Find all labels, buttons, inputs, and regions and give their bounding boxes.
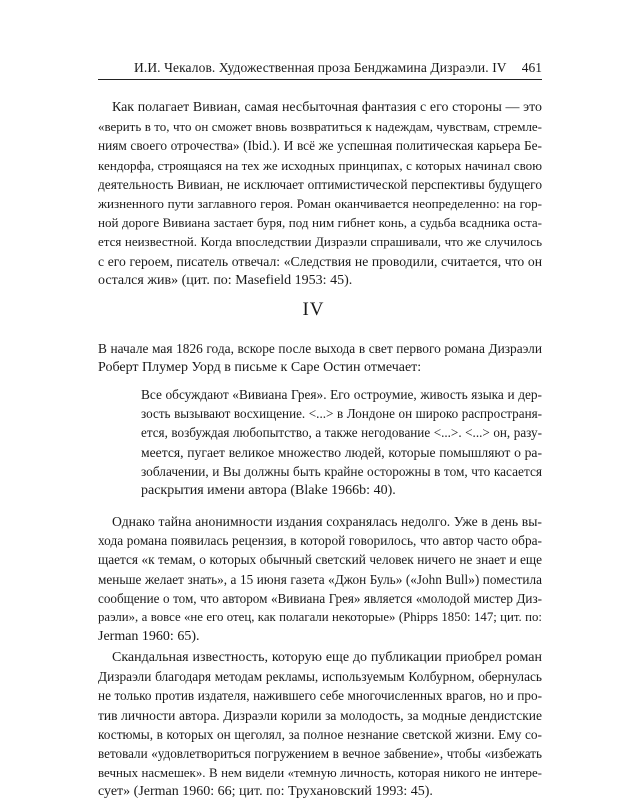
text-line: деятельность Вивиан, не исключает оптимистической перспективы будущего <box>98 176 542 192</box>
text-line: хода романа появилась рецензия, в которой говорилось, что автор часто обра- <box>98 533 542 549</box>
quote-line: Все обсуждают «Вивиана Грея». Его остроумие, живость языка и дер- <box>141 387 542 402</box>
running-title: И.И. Чекалов. Художественная проза Бенджамина Дизраэли. IV <box>134 60 507 75</box>
quote-line: раскрытия имени автора (Blake 1966b: 40). <box>141 482 396 498</box>
text-line: костюмы, в которых он щеголял, за полное незнание светской жизни. Ему со- <box>98 726 542 742</box>
text-line: В начале мая 1826 года, вскоре после выхода в свет первого романа Дизраэли <box>98 341 542 356</box>
text-line: щается «к темам, о которых обычный светский человек ничего не знает и еще <box>98 552 542 568</box>
paragraph-3 <box>98 512 542 646</box>
text-line: ной дороге Вивиана застает буря, под ним гибнет конь, а судьба всадника оста- <box>98 215 542 231</box>
text-line: Jerman 1960: 65). <box>98 629 200 645</box>
block-quote <box>141 385 542 500</box>
text-line: тив личности автора. Дизраэли корили за молодость, за модные дендистские <box>98 707 542 723</box>
text-line: меньше желает знать», а 15 июня газета «Джон Буль» («John Bull») поместила <box>98 571 542 587</box>
text-line: Дизраэли благодаря методам рекламы, используемым Колбурном, обернулась <box>98 669 542 685</box>
text-line: ниям своего отрочества» (Ibid.). И всё же успешная политическая карьера Бе- <box>98 138 542 154</box>
paragraph-2 <box>98 339 542 377</box>
text-line: кендорфа, строящаяся на тех же исходных принципах, с которых начинал свою <box>98 157 542 173</box>
text-line: сообщение о том, что автором «Вивиана Грея» является «молодой мистер Диз- <box>98 590 542 606</box>
quote-line: ется, возбуждая любопытство, а также негодование <...>. <...> он, разу- <box>141 425 542 441</box>
quote-line: зость вызывают восхищение. <...> в Лондоне он широко распространя- <box>141 406 542 422</box>
text-line: жизненного пути заглавного героя. Роман оканчивается неопределенно: на гор- <box>98 195 542 211</box>
quote-line: меется, пугает великое множество людей, которые помышляют о ра- <box>141 444 542 460</box>
paragraph-1 <box>98 98 542 290</box>
section-heading: IV <box>302 299 325 320</box>
text-line: «верить в то, что он сможет вновь возвратиться к надеждам, чувствам, стремле- <box>98 119 542 135</box>
text-line: остался жив» (цит. по: Masefield 1953: 45). <box>98 272 353 288</box>
running-header <box>98 58 542 78</box>
paragraph-4 <box>98 648 542 802</box>
text-line: не только против издателя, нажившего себе многочисленных врагов, но и про- <box>98 688 542 704</box>
text-line: Роберт Плумер Уорд в письме к Саре Остин отмечает: <box>98 360 422 376</box>
text-line: сует» (Jerman 1960: 66; цит. по: Трухановский 1993: 45). <box>98 784 433 800</box>
text-line: вечных насмешек». В нем видели «темную личность, которая никого не интере- <box>98 765 542 781</box>
text-line: Как полагает Вивиан, самая несбыточная фантазия с его стороны — это <box>112 100 542 115</box>
text-line: ется неизвестной. Когда впоследствии Дизраэли спрашивали, что же случилось <box>98 234 542 250</box>
text-line: с его героем, писатель отвечал: «Следствия не проводили, считается, что он <box>98 253 542 269</box>
page-number: 461 <box>521 60 542 75</box>
text-line: раэли», а вовсе «не его отец, как полагали некоторые» (Phipps 1850: 147; цит. по: <box>98 609 542 624</box>
header-rule <box>98 79 542 80</box>
text-line: ветовали «удовлетвориться погружением в вечное забвение», чтобы «избежать <box>98 745 542 761</box>
text-line: Однако тайна анонимности издания сохранялась недолго. Уже в день вы- <box>112 514 542 529</box>
text-line: Скандальная известность, которую еще до публикации приобрел роман <box>112 650 542 665</box>
quote-line: зоблачении, и Вы должны быть крайне осторожны в том, что касается <box>141 463 542 479</box>
